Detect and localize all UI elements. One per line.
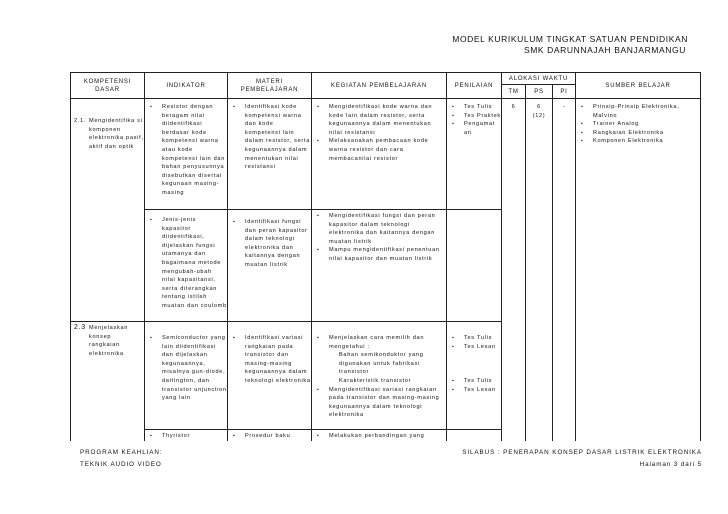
col-alokasi-waktu: ALOKASI WAKTU: [502, 73, 576, 85]
indikator-item: ▪ Thyristor: [145, 432, 227, 441]
penilaian-item: ▪ Tes Praktek: [447, 112, 501, 121]
kegiatan-item: ▪ Mengidentifikasi fungsi dan peran kapasitor dalam teknologi elektronika dan kaitannya dengan muatan listrik: [312, 212, 446, 246]
penilaian-item: ▪ Tes Tulis: [447, 103, 501, 112]
kegiatan-item: [312, 334, 446, 386]
kegiatan-item: ▪ Melakukan perbandingan yang: [312, 432, 446, 441]
penilaian-item: ▪ Tes Tulis: [447, 334, 501, 343]
col-kompetensi-dasar: KOMPETENSI DASAR: [71, 73, 145, 99]
kegiatan-subitem: Bahan semikonduktor yang digunakan untuk fabrikasi transistor: [339, 352, 424, 376]
penilaian-item: ▪ Tes Lesan: [447, 343, 501, 352]
footer-program-label: PROGRAM KEAHLIAN:: [80, 449, 163, 456]
kegiatan-item: ▪ Mengidentifikasi kode warna dan kode lain dalam resistor, serta kegunaannya dalam menentukan nilai resistansi: [312, 103, 446, 137]
pi-value: -: [553, 99, 576, 430]
indikator-item: ▪ Jenis-jenis kapasitor diidentifikasi, dijelaskan fungsi utamanya dan bagaimana metode mengubah-ubah nilai kapasitansi, serta diterangkan tentang istilah muatan dan coulomb: [145, 216, 227, 311]
kd-number: 2.1.: [74, 118, 87, 124]
materi-item: ▪ Identifikasi variasi rangkaian pada transistor dan masing-masing kegunaannya dalam teknologi elektronika: [228, 334, 311, 386]
materi-item: ▪ Identifikasi kode kompetensi warna dan kode kompetensi lain dalam resistor, serta kegunaannya dalam menentukan nilai resistansi: [228, 103, 311, 172]
ps-total: (12): [532, 112, 546, 119]
kd-number: 2.3: [74, 324, 86, 331]
penilaian-item: ▪ Pengamat an: [447, 120, 501, 137]
kegiatan-item: ▪ Melaksanakan pembacaan kode warna resistor dan cara membacanilai resistor: [312, 137, 446, 163]
tm-value: 6: [502, 99, 526, 430]
sumber-item: ▪ Komponen Elektronika: [576, 137, 700, 146]
col-materi: MATERI PEMBELAJARAN: [228, 73, 312, 99]
footer-silabus-title: SILABUS : PENERAPAN KONSEP DASAR LISTRIK ELEKTRONIKA: [462, 449, 702, 456]
penilaian-item: ▪ Tes Lesan: [447, 386, 501, 395]
header-school: SMK DARUNNAJAH BANJARMANGU: [523, 45, 686, 55]
footer-page-number: Halaman 3 dari 5: [639, 461, 702, 468]
materi-item: ▪ Prosedur baku: [228, 432, 311, 441]
kegiatan-item: ▪ Mampu mengidentifikasi penentuan nilai kapasitor dan muatan listrik: [312, 246, 446, 263]
kegiatan-intro: Menjelaskan cara memilih dan mengetahui :: [329, 335, 425, 350]
indikator-item: ▪ Resistor dengan beragam nilai diidentifikasi berdasar kode kompetensi warna atau kode kompetensi lain dan bahan penyusunnya disebutkan disertai kegunaan masing-masing: [145, 103, 227, 198]
col-penilaian: PENILAIAN: [447, 73, 502, 99]
col-indikator: INDIKATOR: [145, 73, 228, 99]
penilaian-item: ▪ Tes Tulis: [447, 377, 501, 386]
indikator-item: ▪ Semiconductor yang lain diidentifikasi dan dijelaskan kegunaannya, misalnya gun-diode, darlington, dan transistor unjunction yang lain: [145, 334, 227, 403]
col-ps: PS: [526, 85, 553, 99]
col-sumber-belajar: SUMBER BELAJAR: [576, 73, 701, 99]
col-pi: PI: [553, 85, 576, 99]
sumber-item: ▪ Rangkaian Elektronika: [576, 129, 700, 138]
header-title: MODEL KURIKULUM TINGKAT SATUAN PENDIDIKAN: [452, 34, 688, 44]
kegiatan-item: ▪ Mengidentifikasi variasi rangkaian pada transistor dan masing-masing kegunaannya dalam teknologi elektronika: [312, 386, 446, 420]
kd-text: Mengidentifika si komponen elektronika pasif, aktif dan optik: [89, 118, 144, 150]
col-tm: TM: [502, 85, 526, 99]
col-kegiatan: KEGIATAN PEMBELAJARAN: [312, 73, 447, 99]
ps-value: 6: [537, 104, 541, 110]
sumber-item: ▪ Trainer Analog: [576, 120, 700, 129]
sumber-item: ▪ Prinsip-Prinsip Elektronika, Malvino: [576, 103, 700, 120]
kd-text: Menjelaskan konsep rangkaian elektronika: [89, 325, 129, 357]
kegiatan-subitem: Karakteristik transistor: [339, 377, 412, 384]
materi-item: ▪ Identifikasi fungsi dan peran kapasitor dalam teknologi elektronika dan kaitannya dengan muatan listrik: [228, 218, 311, 270]
silabus-table: [70, 72, 701, 441]
footer-program-name: TEKNIK AUDIO VIDEO: [80, 461, 162, 468]
